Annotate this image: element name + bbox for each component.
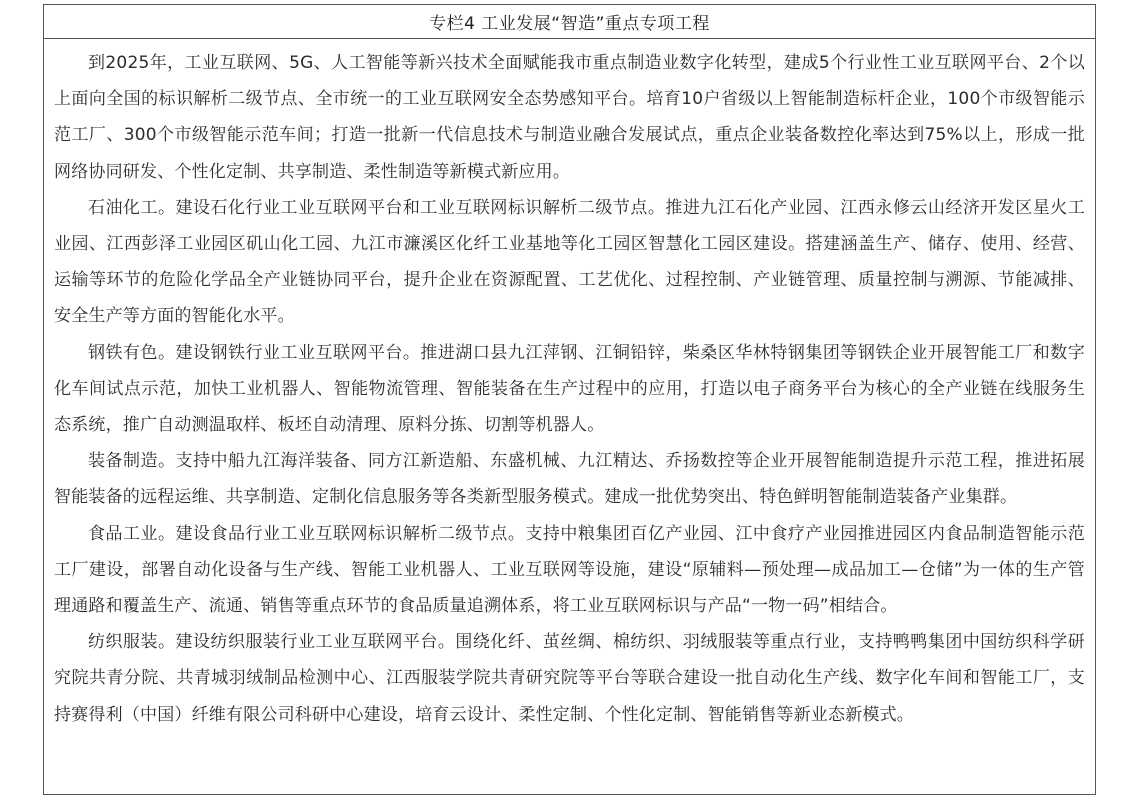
paragraph-overview: 到2025年，工业互联网、5G、人工智能等新兴技术全面赋能我市重点制造业数字化转型，建成5个行业性工业互联网平台、2个以上面向全国的标识解析二级节点、全市统一的工业互联网安全态势感知平台。培育10户省级以上智能制造标杆企业，100个市级智能示范工厂、300个市级智能示范车间；打造一批新一代信息技术与制造业融合发展试点，重点企业装备数控化率达到75%以上，形成一批网络协同研发、个性化定制、共享制造、柔性制造等新模式新应用。 [54, 53, 1085, 182]
paragraph-petrochemical: 石油化工。建设石化行业工业互联网平台和工业互联网标识解析二级节点。推进九江石化产业园、江西永修云山经济开发区星火工业园、江西彭泽工业园区矶山化工园、九江市濂溪区化纤工业基地等化工园区智慧化工园区建设。搭建涵盖生产、储存、使用、经营、运输等环节的危险化学品全产业链协同平台，提升企业在资源配置、工艺优化、过程控制、产业链管理、质量控制与溯源、节能减排、安全生产等方面的智能化水平。 [54, 197, 1085, 327]
box-title: 专栏4 工业发展“智造”重点专项工程 [44, 5, 1095, 39]
paragraph-textile-apparel: 纺织服装。建设纺织服装行业工业互联网平台。围绕化纤、茧丝绸、棉纺织、羽绒服装等重点行业，支持鸭鸭集团中国纺织科学研究院共青分院、共青城羽绒制品检测中心、江西服装学院共青研究院等平台等联合建设一批自动化生产线、数字化车间和智能工厂，支持赛得利（中国）纤维有限公司科研中心建设，培育云设计、柔性定制、个性化定制、智能销售等新业态新模式。 [54, 632, 1085, 725]
box-body [44, 39, 1095, 733]
project-box [43, 4, 1096, 795]
paragraph-steel-nonferrous: 钢铁有色。建设钢铁行业工业互联网平台。推进湖口县九江萍钢、江铜铅锌，柴桑区华林特钢集团等钢铁企业开展智能工厂和数字化车间试点示范，加快工业机器人、智能物流管理、智能装备在生产过程中的应用，打造以电子商务平台为核心的全产业链在线服务生态系统，推广自动测温取样、板坯自动清理、原料分拣、切割等机器人。 [54, 342, 1085, 436]
paragraph-equipment-manufacturing: 装备制造。支持中船九江海洋装备、同方江新造船、东盛机械、九江精达、乔扬数控等企业开展智能制造提升示范工程，推进拓展智能装备的远程运维、共享制造、定制化信息服务等各类新型服务模式。建成一批优势突出、特色鲜明智能制造装备产业集群。 [54, 451, 1085, 508]
paragraph-food-industry: 食品工业。建设食品行业工业互联网标识解析二级节点。支持中粮集团百亿产业园、江中食疗产业园推进园区内食品制造智能示范工厂建设，部署自动化设备与生产线、智能工业机器人、工业互联网等设施，建设“原辅料—预处理—成品加工—仓储”为一体的生产管理通路和覆盖生产、流通、销售等重点环节的食品质量追溯体系，将工业互联网标识与产品“一物一码”相结合。 [54, 523, 1085, 617]
